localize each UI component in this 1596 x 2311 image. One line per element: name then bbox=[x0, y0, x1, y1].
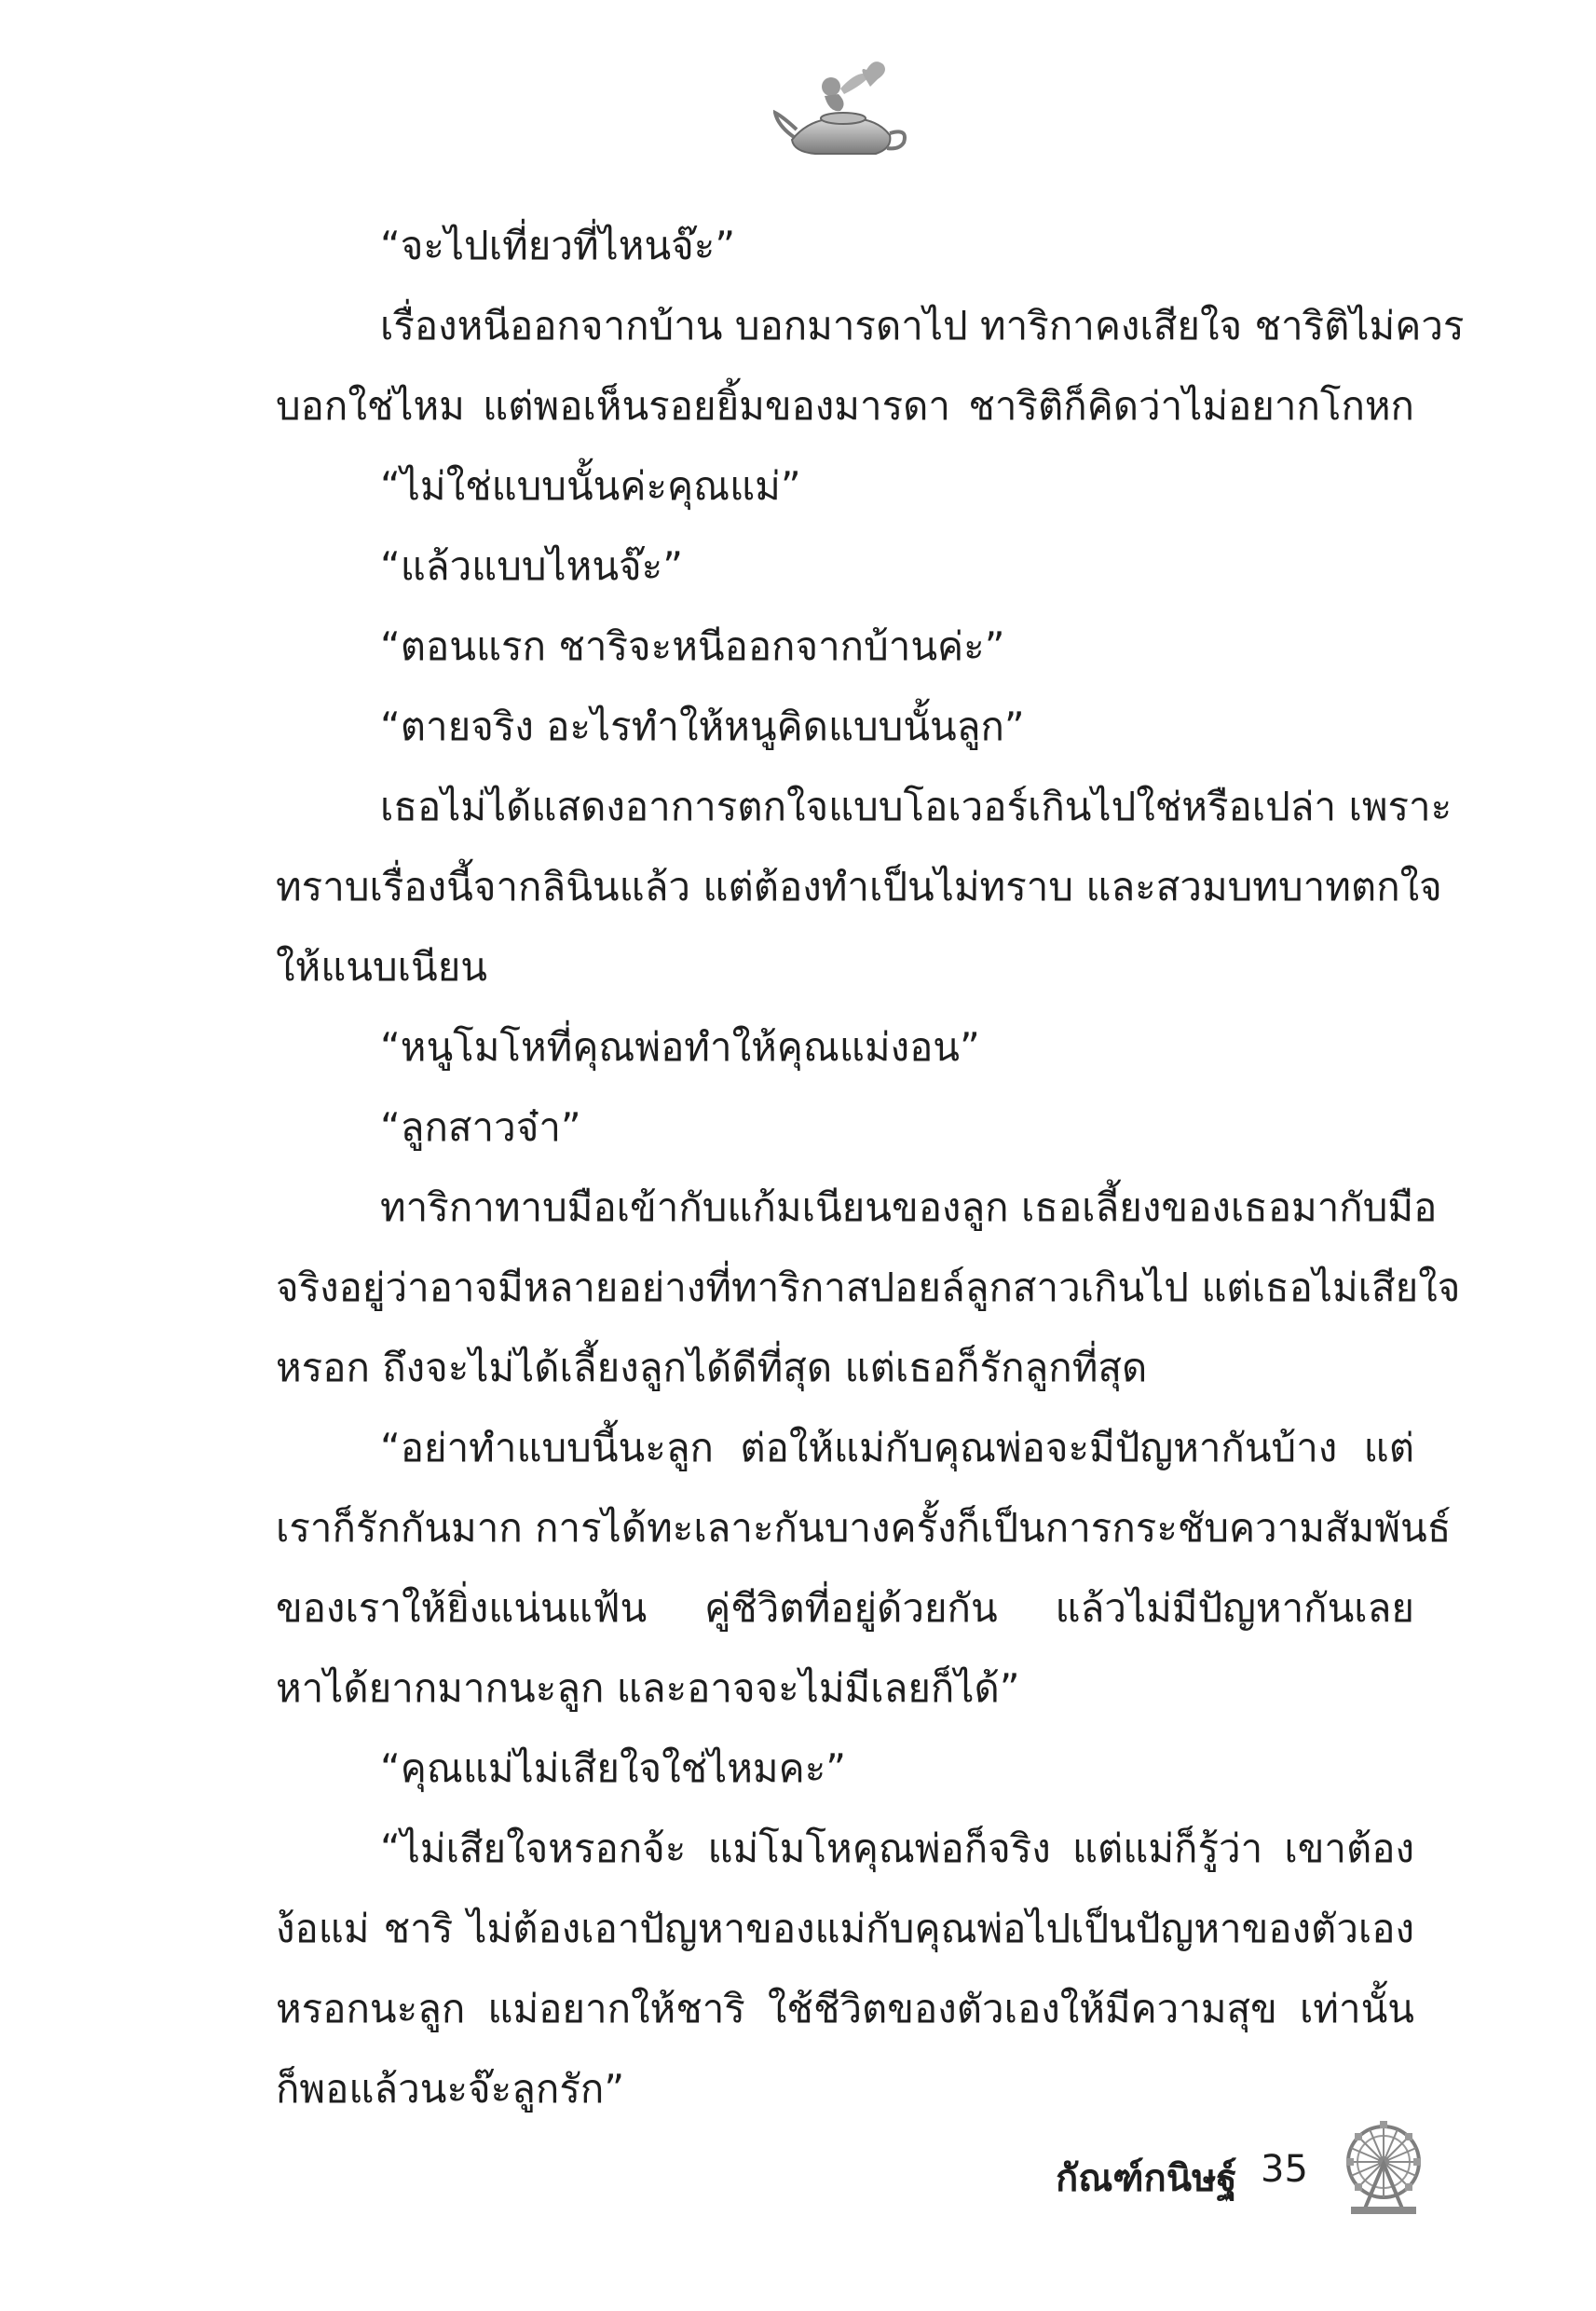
text-line: “แล้วแบบไหนจ๊ะ” bbox=[380, 543, 683, 589]
ferris-wheel-icon bbox=[1332, 2115, 1435, 2218]
text-line: “ตอนแรก ชาริจะหนีออกจากบ้านค่ะ” bbox=[380, 623, 1005, 669]
text-line: หรอกนะลูก แม่อยากให้ชาริ ใช้ชีวิตของตัวเองให้มีความสุข เท่านั้น bbox=[276, 1986, 1414, 2031]
book-title: กัณฑ์กนิษฐ์ bbox=[1056, 2157, 1237, 2200]
page-number: 35 bbox=[1261, 2148, 1308, 2191]
text-line: “ไม่เสียใจหรอกจ้ะ แม่โมโหคุณพ่อก็จริง แต่แม่ก็รู้ว่า เขาต้อง bbox=[380, 1826, 1414, 1871]
text-line: เรื่องหนีออกจากบ้าน บอกมารดาไป ทาริกาคงเสียใจ ชาริติไม่ควร bbox=[380, 303, 1465, 349]
teapot-cupid-ornament-icon bbox=[773, 51, 913, 163]
text-line: “ไม่ใช่แบบนั้นค่ะคุณแม่” bbox=[380, 463, 801, 509]
text-line: ของเราให้ยิ่งแน่นแฟ้น คู่ชีวิตที่อยู่ด้วยกัน แล้วไม่มีปัญหากันเลย bbox=[276, 1585, 1414, 1631]
text-line: “หนูโมโหที่คุณพ่อทำให้คุณแม่งอน” bbox=[380, 1024, 980, 1070]
text-line: ก็พอแล้วนะจ๊ะลูกรัก” bbox=[276, 2066, 625, 2112]
text-line: หาได้ยากมากนะลูก และอาจจะไม่มีเลยก็ได้” bbox=[276, 1665, 1020, 1711]
text-line: หรอก ถึงจะไม่ได้เลี้ยงลูกได้ดีที่สุด แต่เธอก็รักลูกที่สุด bbox=[276, 1345, 1148, 1390]
text-line: ทาริกาทาบมือเข้ากับแก้มเนียนของลูก เธอเลี้ยงของเธอมากับมือ bbox=[380, 1184, 1438, 1230]
text-line: เธอไม่ได้แสดงอาการตกใจแบบโอเวอร์เกินไปใช่หรือเปล่า เพราะ bbox=[380, 784, 1453, 829]
text-line: “ตายจริง อะไรทำให้หนูคิดแบบนั้นลูก” bbox=[380, 704, 1025, 749]
text-line: บอกใช่ไหม แต่พอเห็นรอยยิ้มของมารดา ชาริติก็คิดว่าไม่อยากโกหก bbox=[276, 383, 1414, 429]
text-line: จริงอยู่ว่าอาจมีหลายอย่างที่ทาริกาสปอยล์ลูกสาวเกินไป แต่เธอไม่เสียใจ bbox=[276, 1265, 1461, 1310]
text-line: “คุณแม่ไม่เสียใจใช่ไหมคะ” bbox=[380, 1745, 847, 1791]
text-line: “จะไปเที่ยวที่ไหนจ๊ะ” bbox=[380, 223, 736, 268]
text-line: ทราบเรื่องนี้จากลินินแล้ว แต่ต้องทำเป็นไม่ทราบ และสวมบทบาทตกใจ bbox=[276, 864, 1442, 909]
text-line: เราก็รักกันมาก การได้ทะเลาะกันบางครั้งก็เป็นการกระชับความสัมพันธ์ bbox=[276, 1505, 1452, 1551]
text-line: ให้แนบเนียน bbox=[276, 944, 488, 990]
text-line: ง้อแม่ ชาริ ไม่ต้องเอาปัญหาของแม่กับคุณพ่อไปเป็นปัญหาของตัวเอง bbox=[276, 1906, 1414, 1951]
text-line: “ลูกสาวจ๋า” bbox=[380, 1104, 581, 1150]
text-line: “อย่าทำแบบนี้นะลูก ต่อให้แม่กับคุณพ่อจะมีปัญหากันบ้าง แต่ bbox=[380, 1425, 1414, 1470]
